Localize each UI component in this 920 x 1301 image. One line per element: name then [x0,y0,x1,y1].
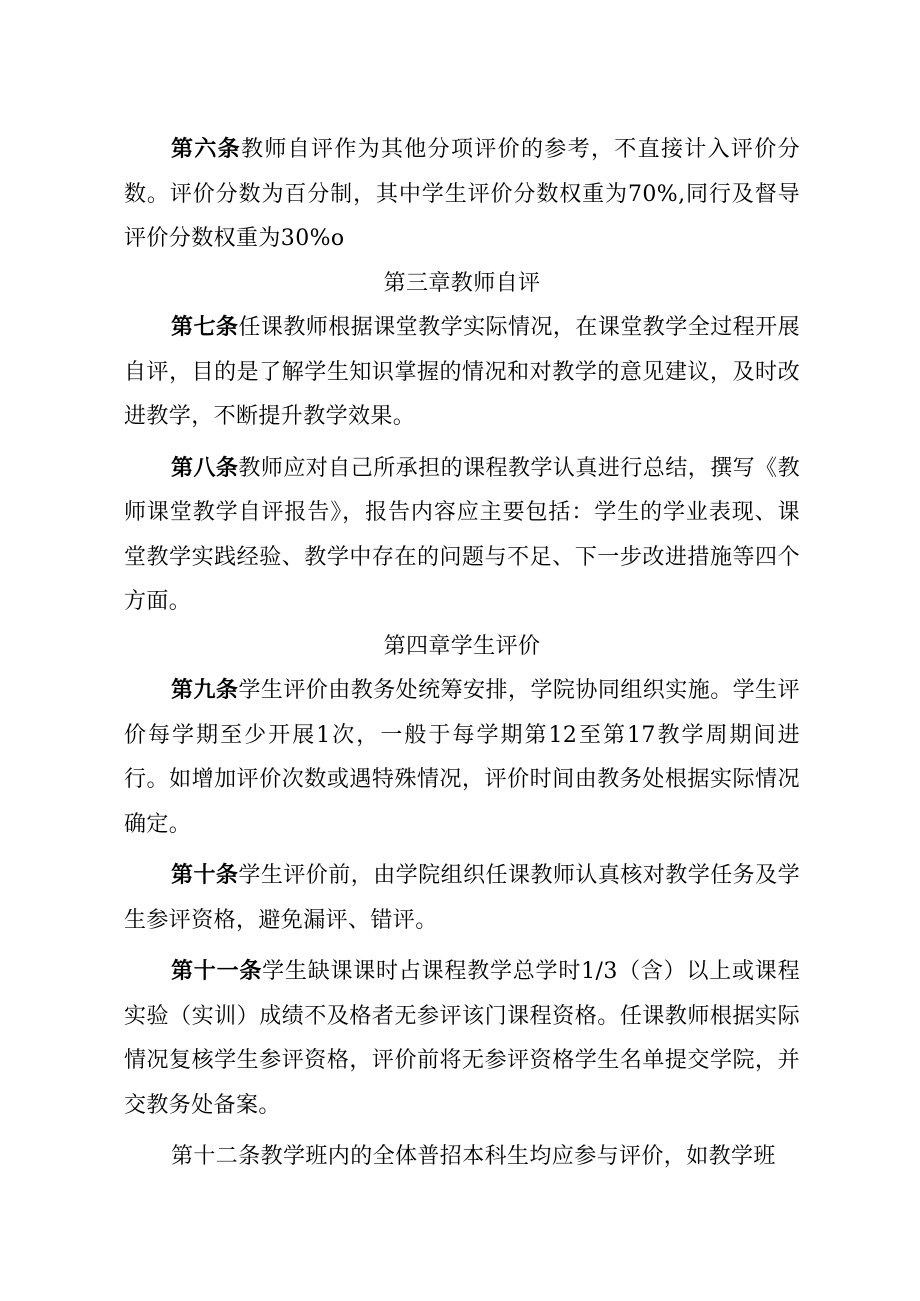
article-10 [124,854,800,943]
article-text: 教师自评作为其他分项评价的参考，不直接计入评价分数。评价分数为百分制，其中学生评价分数权重为70%,同行及督导评价分数权重为30%o [124,137,800,251]
article-text: 第十二条教学班内的全体普招本科生均应参与评价，如教学班 [171,1144,776,1169]
article-text: 学生评价由教务处统筹安排，学院协同组织实施。学生评价每学期至少开展1次，一般于每学期第12至第17教学周期间进行。如增加评价次数或遇特殊情况，评价时间由教务处根据实际情况确定。 [124,678,800,837]
document-body [124,128,800,1180]
article-7 [124,306,800,440]
article-label: 第六条 [171,137,241,162]
article-11 [124,950,800,1128]
chapter-heading-3: 第三章教师自评 [383,270,541,296]
article-6 [124,128,800,262]
chapter-heading-4: 第四章学生评价 [383,633,541,659]
article-9 [124,669,800,847]
article-12 [124,1135,800,1180]
article-8 [124,447,800,625]
article-label: 第十一条 [171,959,263,984]
article-text: 任课教师根据课堂教学实际情况，在课堂教学全过程开展自评，目的是了解学生知识掌握的情况和对教学的意见建议，及时改进教学，不断提升教学效果。 [124,315,800,429]
article-text: 学生评价前，由学院组织任课教师认真核对教学任务及学生参评资格，避免漏评、错评。 [124,863,800,933]
article-label: 第八条 [171,455,239,481]
article-label: 第九条 [171,678,239,703]
article-label: 第七条 [171,315,239,340]
article-label: 第十条 [171,863,239,888]
article-text: 教师应对自己所承担的课程教学认真进行总结，撰写《教师课堂教学自评报告》，报告内容应主要包括：学生的学业表现、课堂教学实践经验、教学中存在的问题与不足、下一步改进措施等四个方面。 [124,455,800,614]
article-text: 学生缺课课时占课程教学总学时1/3（含）以上或课程实验（实训）成绩不及格者无参评该门课程资格。任课教师根据实际情况复核学生参评资格，评价前将无参评资格学生名单提交学院，并交教务处备案。 [124,959,800,1118]
